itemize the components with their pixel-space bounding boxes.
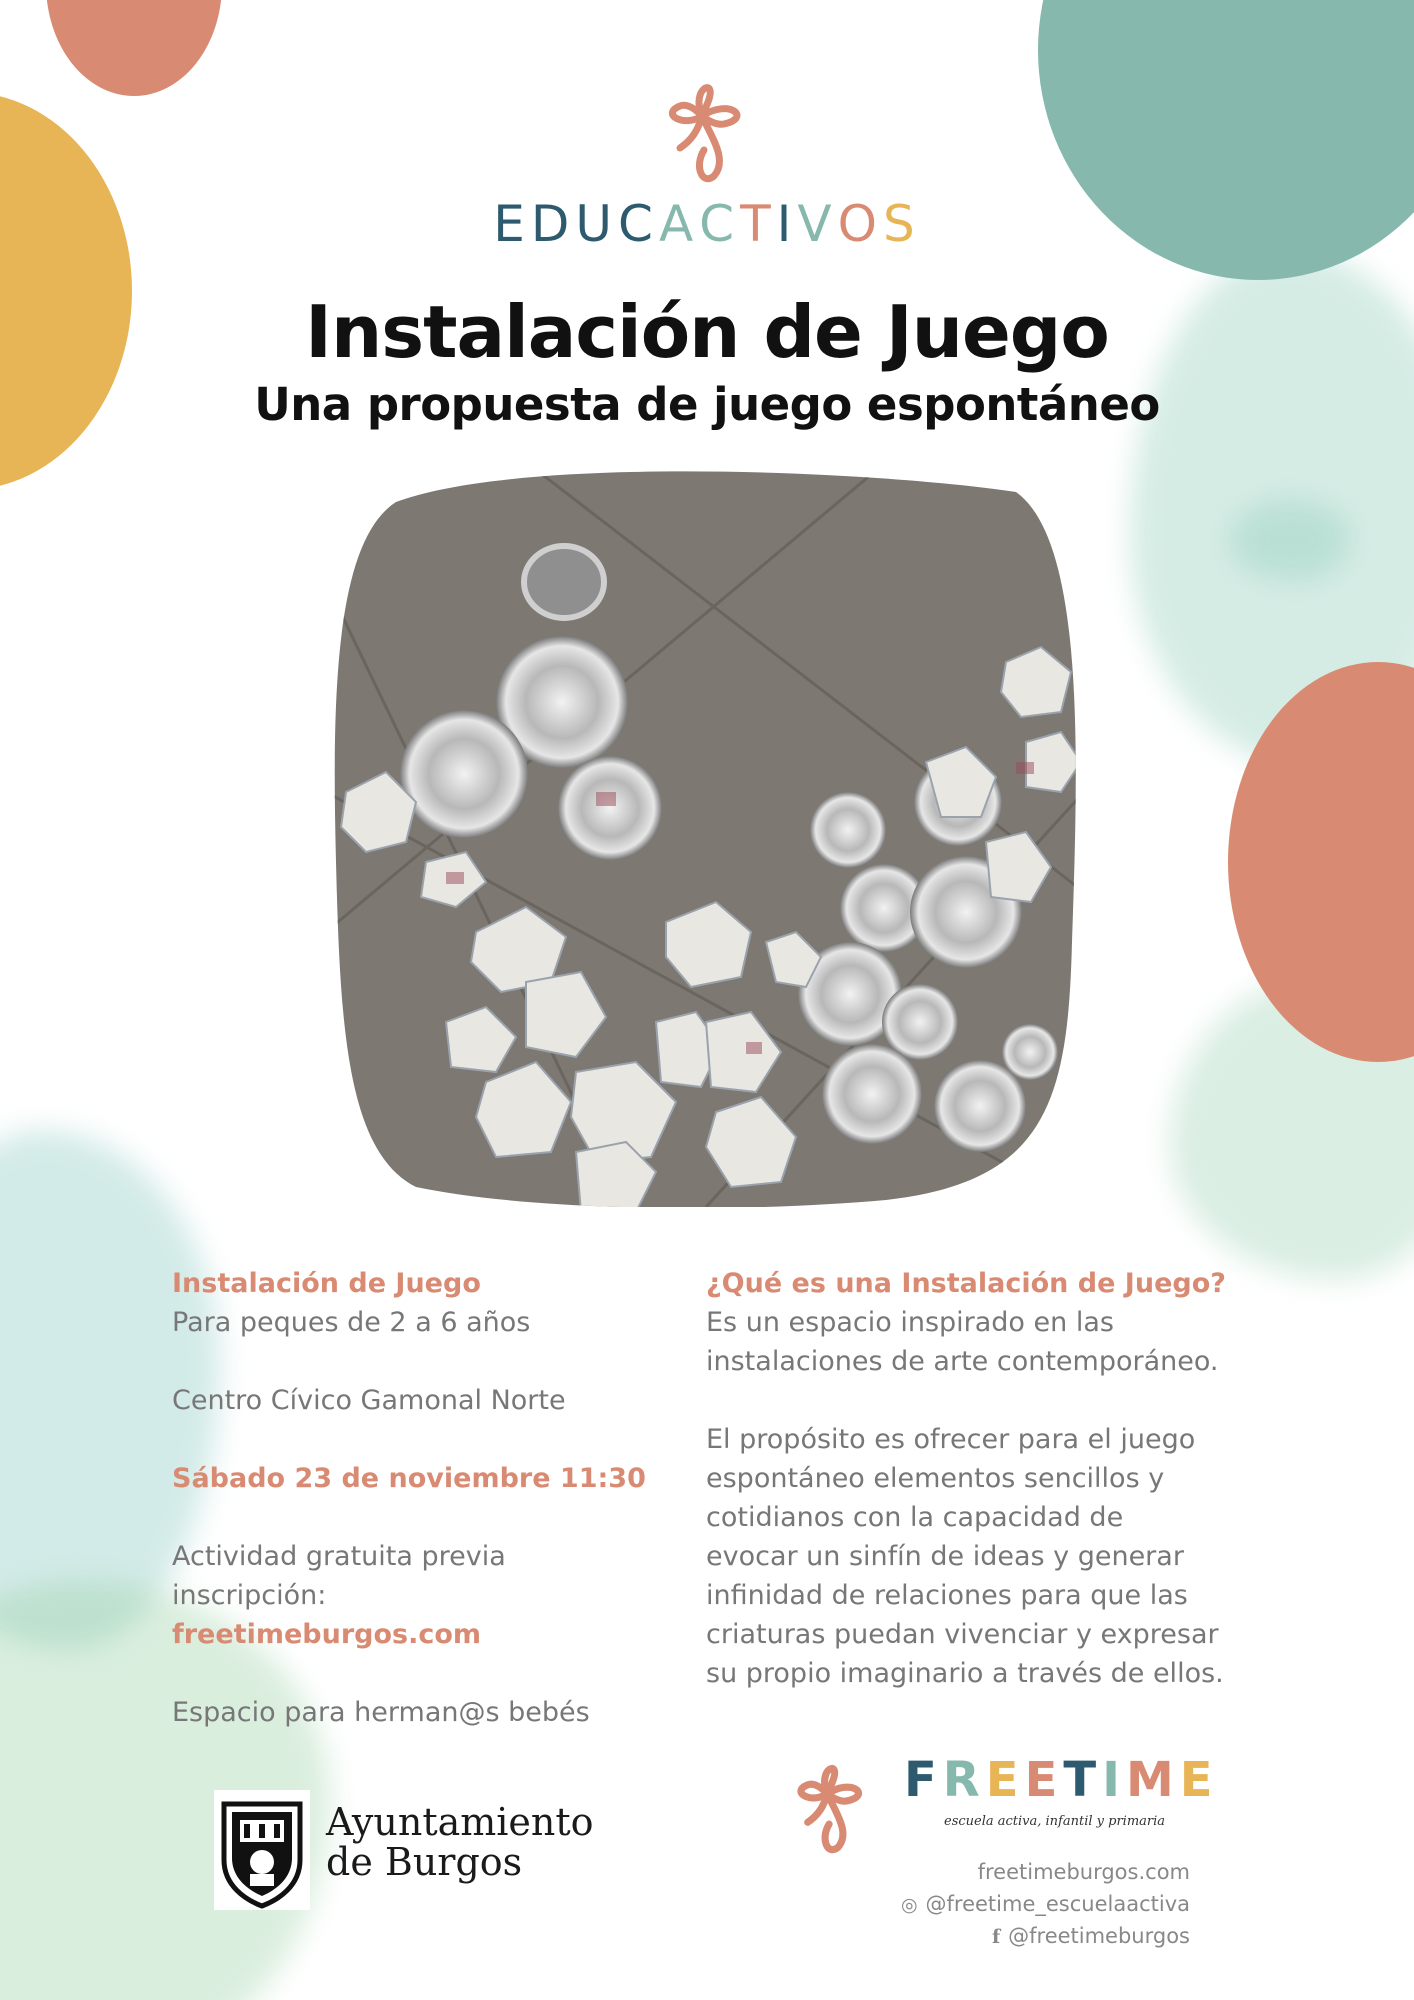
description-line: El propósito es ofrecer para el juego	[706, 1424, 1196, 1455]
description-line: su propio imaginario a través de ellos.	[706, 1658, 1224, 1689]
description-heading: ¿Qué es una Instalación de Juego?	[706, 1268, 1226, 1299]
freetime-tagline: escuela activa, infantil y primaria	[944, 1814, 1166, 1829]
installation-photo	[326, 462, 1084, 1207]
event-age: Para peques de 2 a 6 años	[172, 1307, 531, 1338]
city-council-name	[326, 1802, 594, 1882]
educactivos-letter: A	[658, 195, 700, 253]
event-siblings: Espacio para herman@s bebés	[172, 1697, 590, 1728]
instagram-contact[interactable]	[901, 1892, 1190, 1916]
educactivos-letter: T	[740, 195, 777, 253]
city-name-line2: de Burgos	[326, 1840, 523, 1884]
description-line: infinidad de relaciones para que las	[706, 1580, 1188, 1611]
educactivos-letter: V	[797, 195, 838, 253]
freetime-letter: E	[985, 1752, 1025, 1808]
educactivos-letter: C	[618, 195, 659, 253]
educactivos-letter: D	[530, 195, 576, 253]
description-line: criaturas puedan vivenciar y expresar	[706, 1619, 1219, 1650]
ribbon-flower-icon	[772, 1742, 888, 1858]
freetime-letter: R	[942, 1752, 986, 1808]
description-line: instalaciones de arte contemporáneo.	[706, 1346, 1219, 1377]
facebook-contact[interactable]	[992, 1924, 1190, 1948]
ribbon-flower-icon	[640, 58, 770, 188]
educactivos-letter: I	[776, 195, 798, 253]
freetime-letter: T	[1063, 1752, 1103, 1808]
description-line: evocar un sinfín de ideas y generar	[706, 1541, 1184, 1572]
freetime-letter: E	[1179, 1752, 1219, 1808]
educactivos-letter: S	[882, 195, 921, 253]
instagram-handle: @freetime_escuelaactiva	[925, 1892, 1190, 1916]
educactivos-letter: O	[837, 195, 883, 253]
freetime-wordmark	[904, 1752, 1219, 1808]
event-free-line1: Actividad gratuita previa	[172, 1541, 506, 1572]
watercolor-wash	[1230, 500, 1350, 580]
event-heading: Instalación de Juego	[172, 1268, 481, 1299]
educactivos-letter: U	[575, 195, 619, 253]
freetime-letter: I	[1102, 1752, 1126, 1808]
facebook-handle: @freetimeburgos	[1008, 1924, 1190, 1948]
city-name-line1: Ayuntamiento	[326, 1800, 594, 1844]
page-subtitle: Una propuesta de juego espontáneo	[254, 378, 1160, 431]
educactivos-wordmark	[380, 195, 1034, 253]
event-details	[172, 1264, 672, 1732]
decorative-circle	[1038, 0, 1414, 280]
registration-link[interactable]: freetimeburgos.com	[172, 1619, 482, 1650]
description-line: espontáneo elementos sencillos y	[706, 1463, 1165, 1494]
description-line: Es un espacio inspirado en las	[706, 1307, 1114, 1338]
website-link[interactable]: freetimeburgos.com	[977, 1860, 1190, 1884]
freetime-letter: M	[1125, 1752, 1180, 1808]
educactivos-letter: E	[493, 195, 531, 253]
event-date: Sábado 23 de noviembre 11:30	[172, 1463, 646, 1494]
event-venue: Centro Cívico Gamonal Norte	[172, 1385, 566, 1416]
freetime-letter: E	[1024, 1752, 1064, 1808]
freetime-letter: F	[904, 1752, 943, 1808]
instagram-icon: ◎	[900, 1894, 918, 1916]
page-title: Instalación de Juego	[305, 290, 1109, 374]
description-line: cotidianos con la capacidad de	[706, 1502, 1124, 1533]
facebook-icon: f	[991, 1926, 1001, 1948]
city-crest-icon	[214, 1790, 310, 1910]
description	[706, 1264, 1306, 1693]
educactivos-letter: C	[699, 195, 741, 253]
decorative-circle	[46, 0, 222, 96]
event-free-line2: inscripción:	[172, 1580, 327, 1611]
